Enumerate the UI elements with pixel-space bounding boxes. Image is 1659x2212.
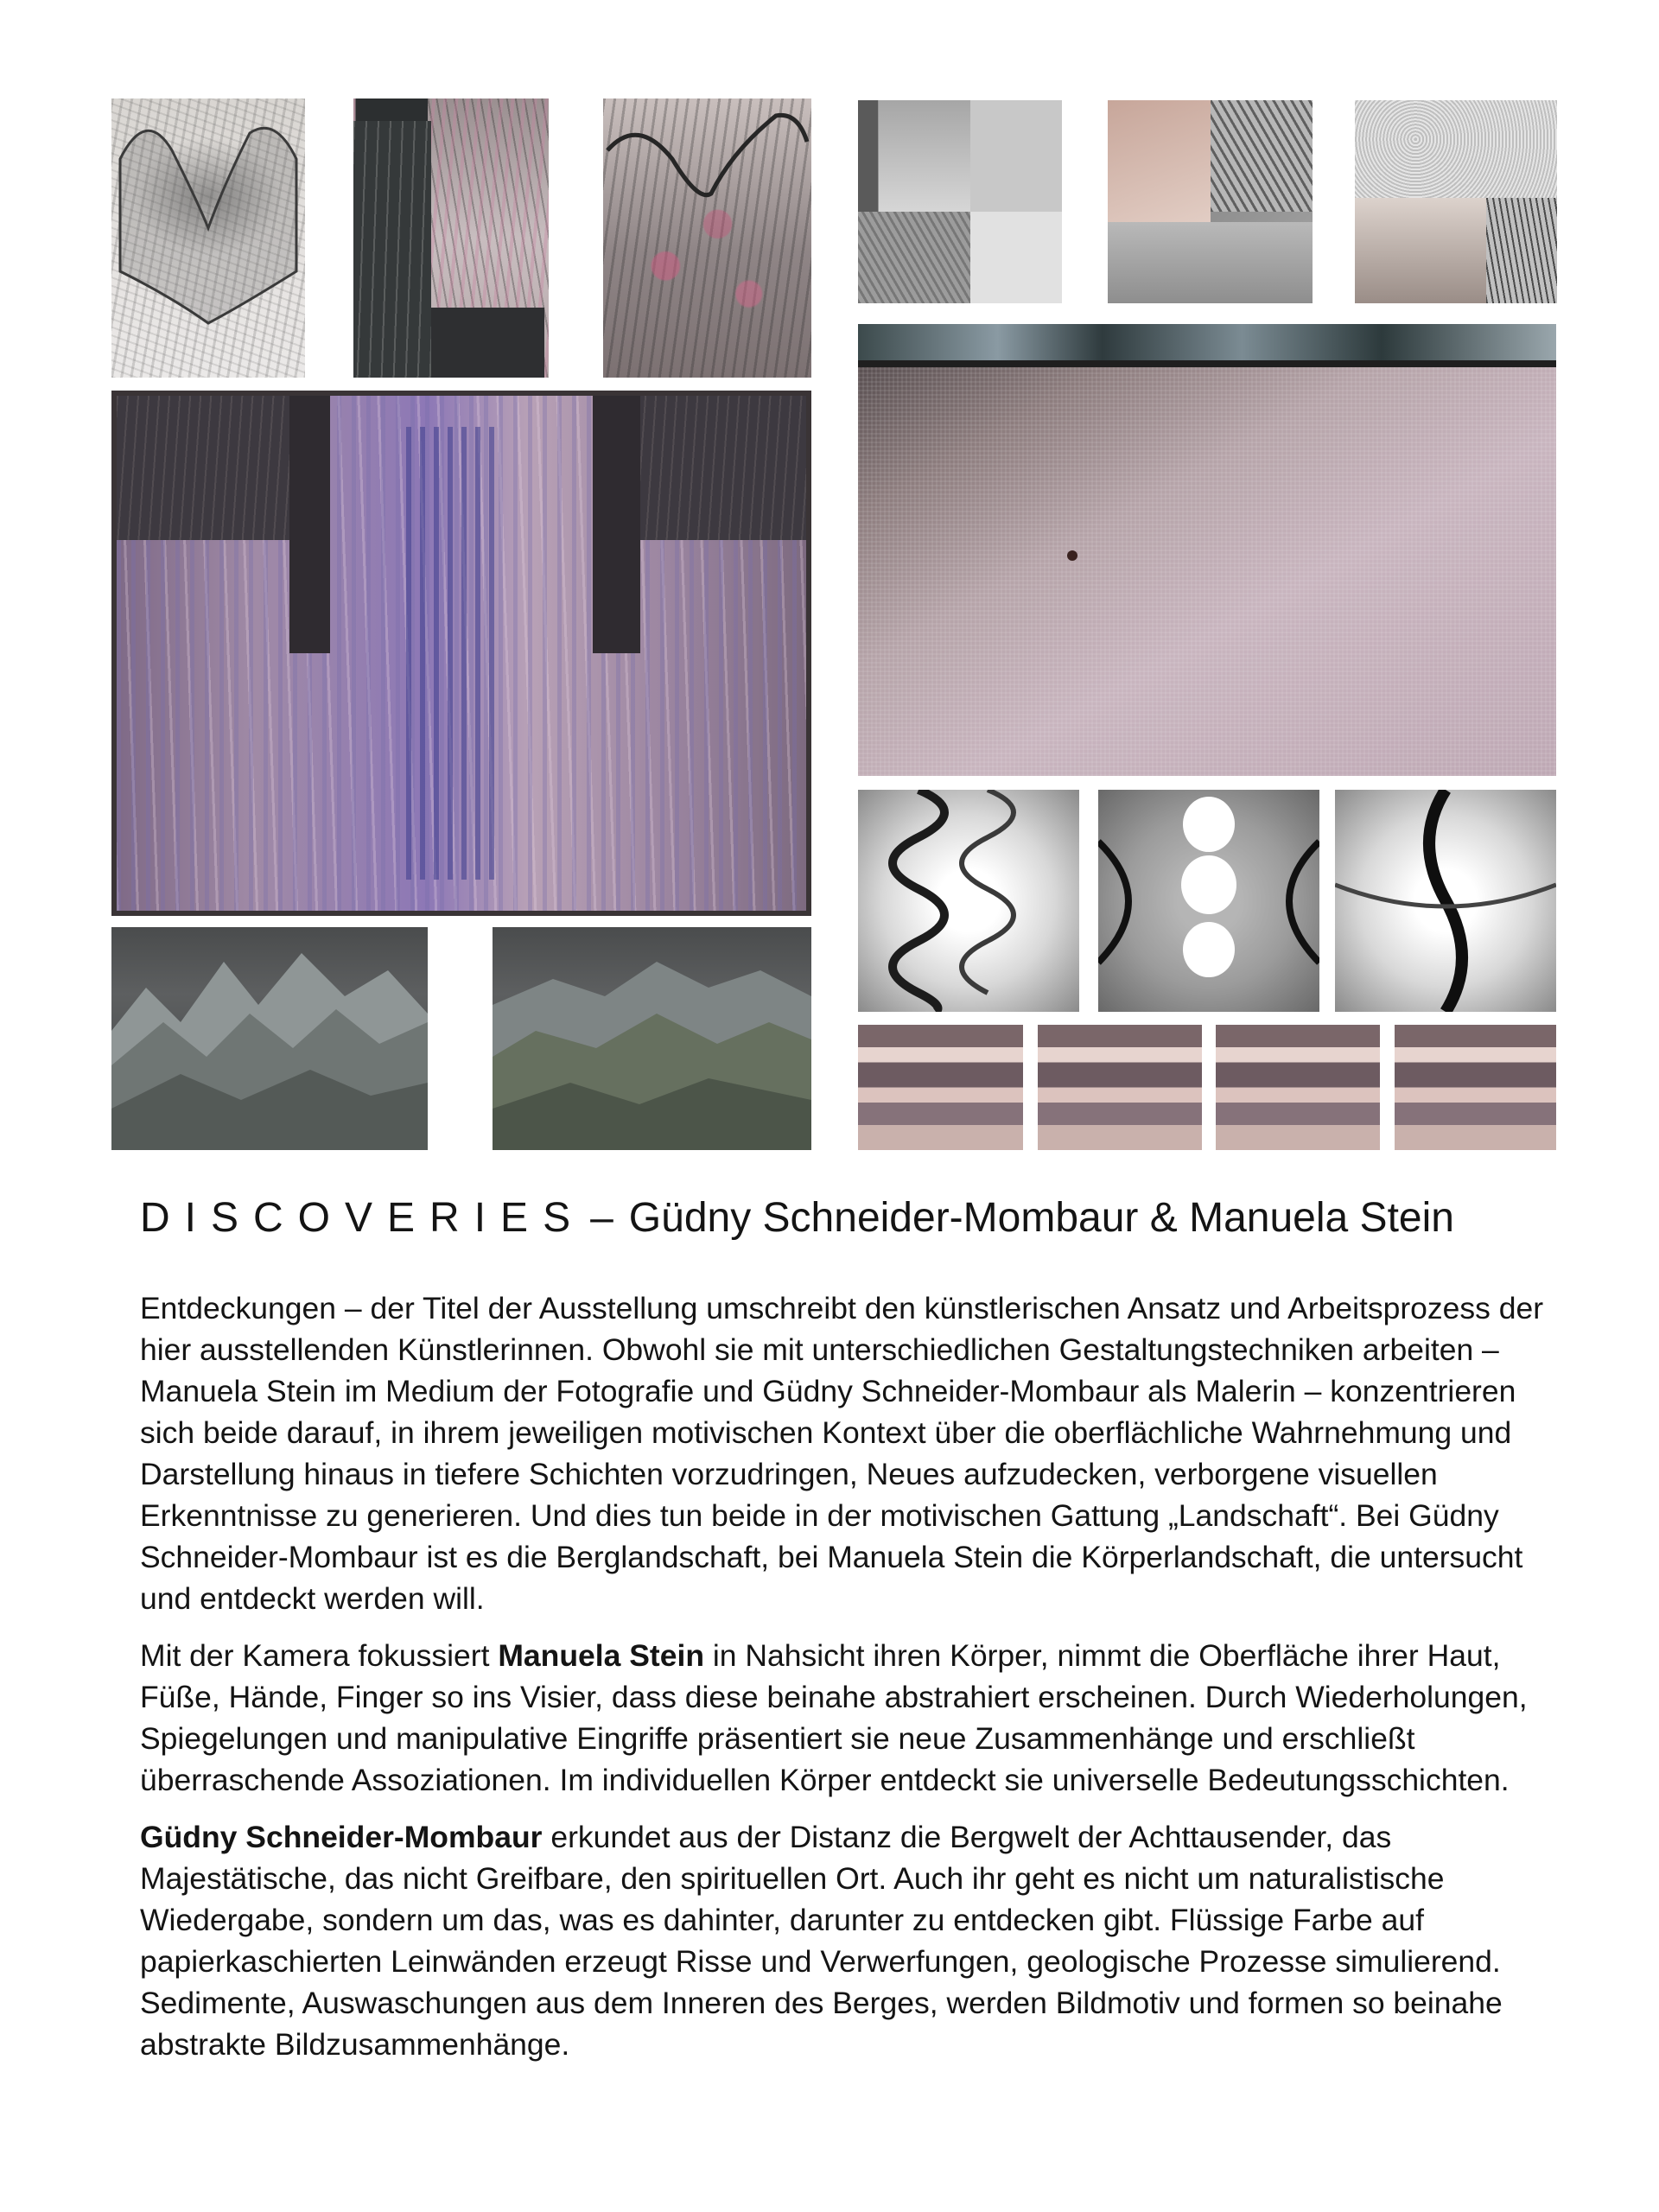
mirror-wave-shape — [858, 790, 1079, 1012]
artist-name-manuela-stein: Manuela Stein — [498, 1638, 705, 1673]
painting-mountain-range-left — [111, 927, 428, 1150]
photo-collage-skin-2 — [1108, 100, 1313, 303]
painting-dark-panel-pink — [353, 99, 549, 378]
painting-large-purple-mountain — [111, 391, 811, 916]
mountain-range-left-shape — [111, 927, 428, 1150]
photo-mirror-2 — [1098, 790, 1319, 1012]
photo-stripes-3 — [1216, 1025, 1380, 1150]
photo-stripes-2 — [1038, 1025, 1202, 1150]
paragraph-intro: Entdeckungen – der Titel der Ausstellung umschreibt den künstlerischen Ansatz und Arbeitsprozess der hier ausstellenden Künstlerinnen. Obwohl sie mit unterschiedlichen Gestaltungstechniken arbeiten – Manuela Stein im Medium der Fotografie und Güdny Schneider-Mombaur als Malerin – konzentrieren sich beide darauf, in ihrem jeweiligen motivischen Kontext über die oberflächliche Wahrnehmung und Darstellung hinaus in tiefere Schichten vorzudringen, Neues aufzudecken, verborgene visuellen Erkenntnisse zu generieren. Und dies tun beide in der motivischen Gattung „Landschaft“. Bei Güdny Schneider-Mombaur ist es die Berglandschaft, bei Manuela Stein die Körperlandschaft, die untersucht und entdeckt werden will. — [140, 1291, 1544, 1616]
painting-sketch-mountain-grey — [111, 99, 305, 378]
painting-mountain-range-right — [493, 927, 811, 1150]
mountain-range-right-shape — [493, 927, 811, 1150]
paragraph-manuela-stein — [140, 1635, 1557, 1801]
paragraph-gudny-schneider-mombaur — [140, 1816, 1557, 2065]
photo-mirror-3 — [1335, 790, 1556, 1012]
photo-collage-texture-3 — [1355, 100, 1557, 303]
heading-separator: – — [590, 1195, 613, 1241]
mountain-sketch-outline — [111, 99, 305, 378]
article-body — [140, 1287, 1557, 2081]
photo-mirror-1 — [858, 790, 1079, 1012]
mountain-peaks-outline — [603, 99, 811, 378]
page-heading — [140, 1192, 1574, 1244]
photo-collage-grey-1 — [858, 100, 1062, 303]
artist-names: Güdny Schneider-Mombaur & Manuela Stein — [628, 1195, 1454, 1241]
photo-skin-landscape-large — [858, 324, 1556, 776]
mirror-fold-shape — [1335, 790, 1556, 1012]
paragraph-text: Mit der Kamera fokussiert — [140, 1638, 499, 1673]
photo-stripes-4 — [1395, 1025, 1556, 1150]
paragraph-text: in Nahsicht ihren Körper, nimmt die Oberfläche ihrer Haut, Füße, Hände, Finger so ins Visier, dass diese beinahe abstrahiert erscheinen. Durch Wiederholungen, Spiegelungen und manipulative Eingriffe präsentiert sie neue Zusammenhänge und erschließt überraschende Assoziationen. Im individuellen Körper entdeckt sie universelle Bedeutungsschichten. — [140, 1638, 1528, 1797]
paragraph-text: erkundet aus der Distanz die Bergwelt der Achttausender, das Majestätische, das nicht Greifbare, den spirituellen Ort. Auch ihr geht es nicht um naturalistische Wiedergabe, sondern um das, was es dahinter, darunter zu entdecken gibt. Flüssige Farbe auf papierkaschierten Leinwänden erzeugt Risse und Verwerfungen, geologische Prozesse simulierend. Sedimente, Auswaschungen aus dem Inneren des Berges, werden Bildmotiv und formen so beinahe abstrakte Bildzusammenhänge. — [140, 1820, 1503, 2062]
painting-sketch-mountain-pink — [603, 99, 811, 378]
photo-stripes-1 — [858, 1025, 1023, 1150]
exhibition-title: DISCOVERIES — [140, 1195, 586, 1241]
artist-name-gudny-schneider-mombaur: Güdny Schneider-Mombaur — [140, 1820, 543, 1854]
mirror-symmetry-shape — [1098, 790, 1319, 1012]
